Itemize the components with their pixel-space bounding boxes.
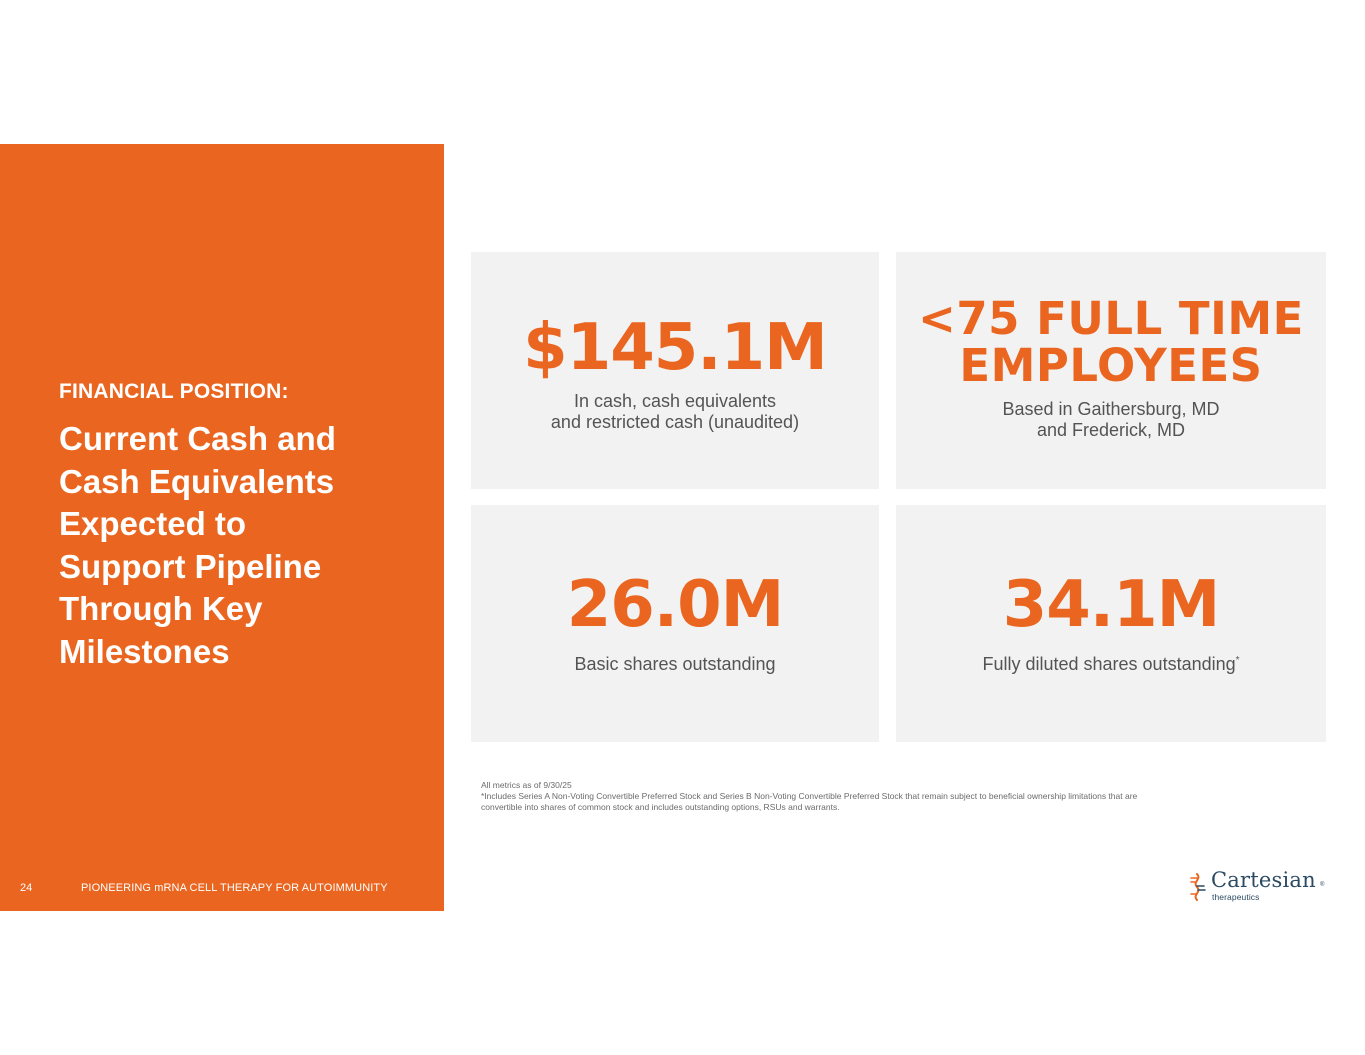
page-title bbox=[59, 418, 429, 673]
footnote-line: *Includes Series A Non-Voting Convertible Preferred Stock and Series B Non-Voting Convertible Preferred Stock that remain subject to beneficial ownership limitations that are bbox=[481, 791, 1138, 801]
caption-line: and restricted cash (unaudited) bbox=[550, 411, 800, 432]
caption-line: In cash, cash equivalents bbox=[573, 390, 777, 411]
helix-logo-icon bbox=[1188, 872, 1210, 902]
page-title-line: Support Pipeline bbox=[59, 547, 322, 585]
page-title-line: Expected to bbox=[59, 505, 247, 542]
page-number: 24 bbox=[20, 882, 33, 894]
metric-card-employees bbox=[896, 252, 1326, 489]
company-logo bbox=[1188, 868, 1328, 904]
page-title-line: Cash Equivalents bbox=[59, 462, 335, 500]
metric-caption-employees bbox=[1002, 399, 1219, 441]
metric-value-employees bbox=[911, 291, 1311, 392]
logo-wordmark: Cartesian bbox=[1211, 868, 1316, 892]
metric-card-diluted-shares bbox=[896, 505, 1326, 742]
footnote-line: convertible into shares of common stock and includes outstanding options, RSUs and warrants. bbox=[481, 802, 840, 812]
footnote-as-of: All metrics as of 9/30/25 bbox=[481, 780, 572, 790]
metric-value-basic-shares: 26.0M bbox=[566, 568, 784, 642]
metric-card-cash bbox=[471, 252, 879, 489]
value-line: EMPLOYEES bbox=[959, 338, 1263, 392]
page-title-line: Through Key bbox=[59, 590, 263, 627]
section-eyebrow: FINANCIAL POSITION: bbox=[59, 380, 289, 403]
metric-value-diluted-shares: 34.1M bbox=[1002, 568, 1220, 642]
footer-tagline: PIONEERING mRNA CELL THERAPY FOR AUTOIMMUNITY bbox=[81, 882, 388, 894]
caption-text: Fully diluted shares outstanding bbox=[982, 654, 1236, 674]
value-line: <75 FULL TIME bbox=[918, 291, 1304, 345]
caption-line: and Frederick, MD bbox=[1036, 419, 1186, 440]
logo-subtitle: therapeutics bbox=[1212, 892, 1260, 902]
footnote-marker: * bbox=[1235, 655, 1240, 666]
page-title-line: Milestones bbox=[59, 632, 230, 670]
caption-line: Based in Gaithersburg, MD bbox=[1002, 398, 1220, 419]
metric-caption-basic-shares: Basic shares outstanding bbox=[574, 654, 776, 674]
page-title-line: Current Cash and bbox=[59, 420, 336, 457]
footnotes bbox=[481, 780, 1271, 813]
metric-caption-cash bbox=[551, 391, 799, 433]
metric-card-basic-shares bbox=[471, 505, 879, 742]
metric-value-cash: $145.1M bbox=[523, 310, 827, 385]
metric-caption-diluted-shares bbox=[982, 654, 1239, 675]
logo-registered-mark: ® bbox=[1320, 882, 1325, 888]
